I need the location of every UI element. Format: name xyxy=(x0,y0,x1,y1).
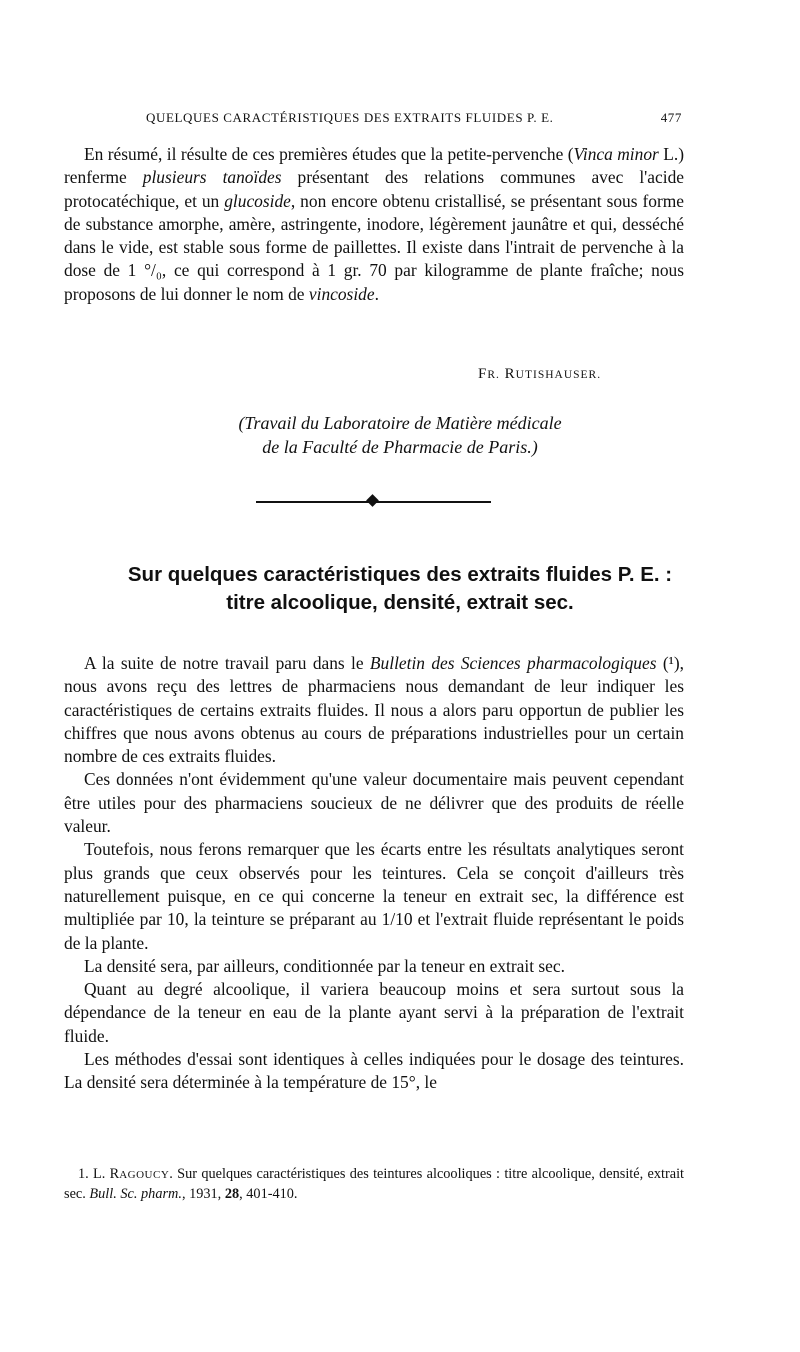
article-body xyxy=(64,652,684,1095)
running-head xyxy=(146,110,682,126)
body-paragraph: La densité sera, par ailleurs, conditionnée par la teneur en extrait sec. xyxy=(84,955,565,976)
laboratory-note xyxy=(0,411,800,459)
running-title: QUELQUES CARACTÉRISTIQUES DES EXTRAITS FLUIDES P. E. xyxy=(146,110,554,125)
species-name: Vinca minor xyxy=(573,144,659,164)
title-line-2: titre alcoolique, densité, extrait sec. xyxy=(226,591,574,614)
section-divider xyxy=(256,495,491,509)
article-title xyxy=(0,561,800,617)
journal-name: Bulletin des Sciences pharmacologiques xyxy=(369,653,657,673)
title-line-1: Sur quelques caractéristiques des extraits fluides P. E. : xyxy=(127,563,673,586)
footnote-journal: Bull. Sc. pharm. xyxy=(89,1186,182,1202)
diamond-ornament-icon xyxy=(366,494,379,507)
lab-line-1: (Travail du Laboratoire de Matière médicale xyxy=(238,413,562,433)
body-paragraph: Quant au degré alcoolique, il variera beaucoup moins et sera surtout sous la dépendance de la teneur en eau de la plante ayant servi à la préparation de l'extrait fluide. xyxy=(64,979,684,1046)
vincoside-term: vincoside xyxy=(308,283,375,304)
body-paragraph: Les méthodes d'essai sont identiques à celles indiquées pour le dosage des teintures. La densité sera déterminée à la température de 15°, le xyxy=(64,1049,684,1093)
author-signature: FR. RUTISHAUSER. xyxy=(478,366,602,382)
footnote: 1. L. RAGOUCY. Sur quelques caractéristiques des teintures alcooliques : titre alcoolique, densité, extrait sec. Bull. Sc. pharm., 1931, 28, 401-410. xyxy=(64,1166,685,1202)
summary-paragraph: En résumé, il résulte de ces premières études que la petite-pervenche (Vinca minor L.) renferme plusieurs tanoïdes présentant des relations communes avec l'acide protocatéchique, et un glucoside, non encore obtenu cristallisé, se présentant sous forme de substance amorphe, amère, astringente, inodore, légèrement jaunâtre et qui, desséché dans le vide, est stable sous forme de paillettes. Il existe dans l'intrait de pervenche à la dose de 1 °/₀, ce qui correspond à 1 gr. 70 par kilogramme de plante fraîche; nous proposons de lui donner le nom de vincoside. xyxy=(64,144,685,304)
body-paragraph: Ces données n'ont évidemment qu'une valeur documentaire mais peuvent cependant être utiles pour des pharmaciens soucieux de ne délivrer que des produits de réelle valeur. xyxy=(64,769,684,837)
body-paragraph: Toutefois, nous ferons remarquer que les écarts entre les résultats analytiques seront plus grands que ceux observés pour les teintures. Cela se conçoit d'ailleurs très naturellement puisque, en ce qui concerne la teneur en extrait sec, la différence est multipliée par 10, la teinture se préparant au 1/10 et l'extrait fluide représentant le poids de la plante. xyxy=(64,839,684,953)
body-paragraph: A la suite de notre travail paru dans le Bulletin des Sciences pharmacologiques (¹), nous avons reçu des lettres de pharmaciens nous demandant de leur indiquer les caractéristiques de certains extraits fluides. Il nous a alors paru opportun de publier les chiffres que nous avons obtenus au cours de préparations industrielles pour un certain nombre de ces extraits fluides. xyxy=(64,653,684,767)
lab-line-2: de la Faculté de Pharmacie de Paris.) xyxy=(262,437,538,457)
page-number: 477 xyxy=(660,110,682,125)
